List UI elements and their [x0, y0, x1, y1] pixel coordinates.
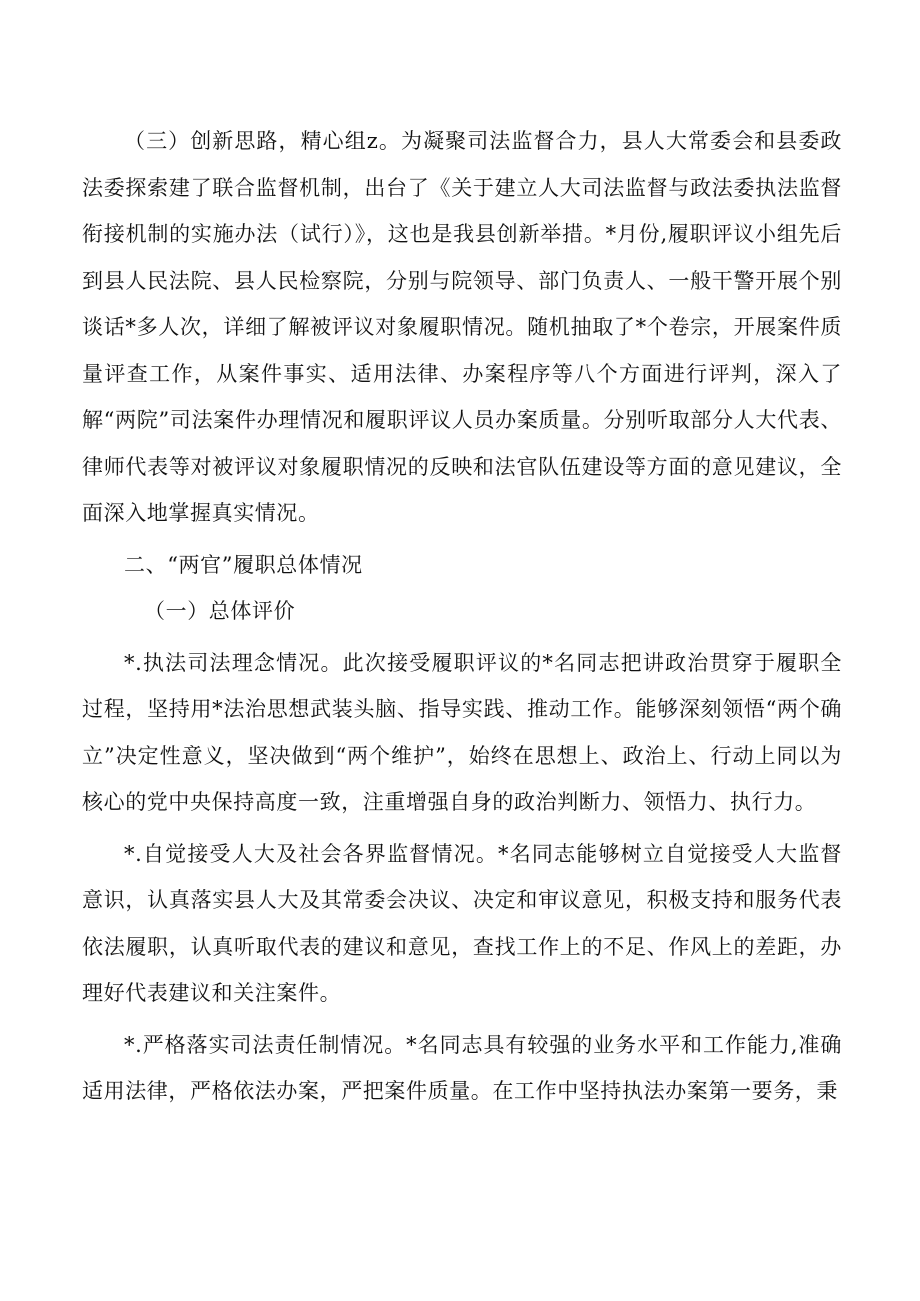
paragraph-supervision: *.自觉接受人大及社会各界监督情况。*名同志能够树立自觉接受人大监督意识，认真落实县人大及其常委会决议、决定和审议意见，积极支持和服务代表依法履职，认真听取代表的建议和意见，查找工作上的不足、作风上的差距，办理好代表建议和关注案件。 — [82, 841, 842, 1005]
paragraph-law-enforcement-concept: *.执法司法理念情况。此次接受履职评议的*名同志把讲政治贯穿于履职全过程，坚持用*法治思想武装头脑、指导实践、推动工作。能够深刻领悟“两个确立”决定性意义，坚决做到“两个维护”，始终在思想上、政治上、行动上同以为核心的党中央保持高度一致，注重增强自身的政治判断力、领悟力、执行力。 — [82, 650, 842, 814]
paragraph-judicial-responsibility: *.严格落实司法责任制情况。*名同志具有较强的业务水平和工作能力,准确适用法律，严格依法办案，严把案件质量。在工作中坚持执法办案第一要务，秉 — [82, 1032, 842, 1103]
subsection-heading: （一）总体评价 — [144, 599, 296, 623]
document-page — [82, 118, 842, 1115]
section-heading: 二、“两官”履职总体情况 — [124, 552, 363, 577]
paragraph-innovation: （三）创新思路，精心组z。为凝聚司法监督合力，县人大常委会和县委政法委探索建了联合监督机制，出台了《关于建立人大司法监督与政法委执法监督衔接机制的实施办法（试行）》，这也是我县创新举措。*月份,履职评议小组先后到县人民法院、县人民检察院，分别与院领导、部门负责人、一般干警开展个别谈话*多人次，详细了解被评议对象履职情况。随机抽取了*个卷宗，开展案件质量评查工作，从案件事实、适用法律、办案程序等八个方面进行评判，深入了解“两院”司法案件办理情况和履职评议人员办案质量。分别听取部分人大代表、律师代表等对被评议对象履职情况的反映和法官队伍建设等方面的意见建议，全面深入地掌握真实情况。 — [82, 129, 842, 525]
